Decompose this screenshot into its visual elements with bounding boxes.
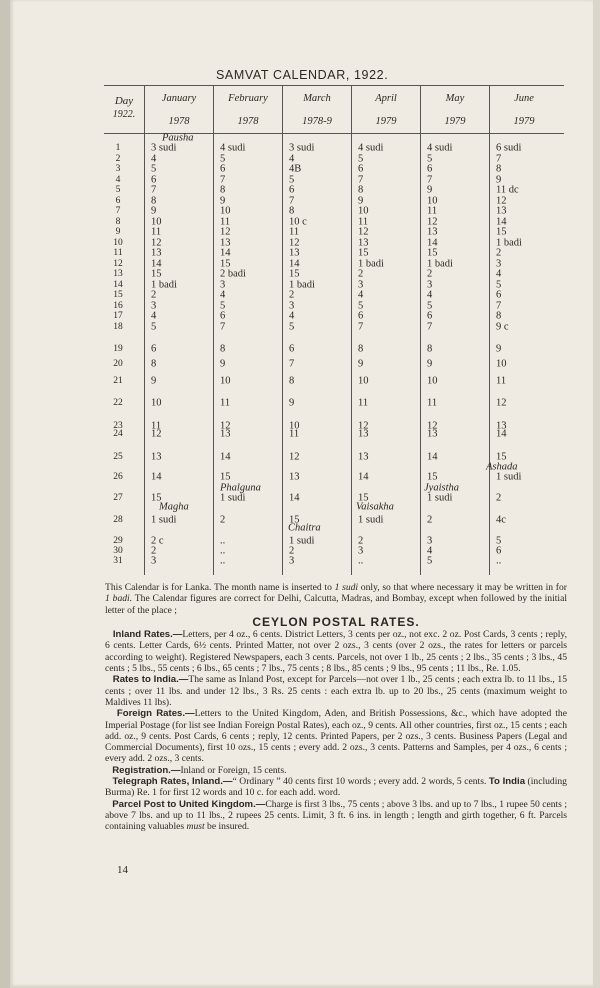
tithi-cell: 9 [496, 174, 502, 185]
telegraph-india-heading: To India [488, 776, 526, 788]
tithi-cell: 15 [358, 247, 369, 259]
tithi-cell: 6 [358, 163, 364, 175]
tithi-cell: 4 [151, 310, 157, 322]
tithi-cell: 2 badi [220, 268, 246, 280]
telegraph-paragraph [105, 776, 567, 799]
tithi-cell: 8 [496, 310, 502, 322]
tithi-cell: 8 [496, 163, 502, 175]
tithi-cell: .. [220, 545, 226, 557]
tithi-cell: 7 [151, 184, 157, 196]
day-number: 8 [115, 216, 121, 227]
month-header-june: June [514, 93, 534, 104]
tithi-cell: 1 badi [289, 279, 315, 290]
tithi-cell: 10 [358, 375, 369, 387]
tithi-cell: 2 [220, 514, 226, 526]
tithi-cell: 8 [289, 375, 295, 387]
registration-paragraph [105, 765, 567, 776]
day-number: 5 [115, 185, 121, 195]
tithi-cell: .. [358, 555, 364, 567]
samvat-year-march: 1978-9 [302, 116, 332, 127]
day-number: 14 [113, 279, 123, 290]
day-number: 23 [113, 421, 123, 431]
tithi-cell: 7 [358, 174, 364, 185]
tithi-cell: 3 [151, 300, 157, 311]
day-number: 26 [113, 472, 123, 482]
day-number: 6 [115, 195, 121, 206]
tithi-cell: 15 [427, 471, 438, 483]
tithi-cell: 10 [427, 195, 438, 206]
telegraph-heading: Telegraph Rates, Inland.— [112, 776, 233, 788]
tithi-cell: 3 [496, 258, 502, 269]
tithi-cell: 12 [220, 226, 231, 238]
day-number: 2 [115, 153, 121, 164]
tithi-cell: 1 badi [427, 258, 453, 269]
tithi-cell: 4 [151, 153, 157, 164]
tithi-cell: 6 [427, 310, 433, 322]
tithi-cell: 1 sudi [289, 535, 315, 547]
tithi-cell: 8 [220, 343, 226, 355]
tithi-cell: 9 [427, 184, 433, 196]
tithi-cell: 10 c [289, 216, 307, 227]
tithi-cell: 15 [289, 268, 300, 280]
day-number: 27 [113, 493, 123, 503]
tithi-cell: 14 [151, 258, 162, 269]
year-1922-label: 1922. [112, 109, 136, 120]
india-rates-text: The same as Inland Post, except for Parcels—not over 1 lb., 25 cents ; each extra lb. to 11 lbs., 15 cents ; over 11 lbs. and under 12 lbs., 3 Rs. 25 cents : each extra lb. up to 20 lbs., 25 cents (maximum weight to Maldives 11 lbs). [105, 674, 567, 708]
tithi-cell: 14 [151, 471, 162, 483]
foreign-rates-text: Letters to the United Kingdom, Aden, and British Possessions, &c., which have adopted the Imperial Postage (for list see Indian Foreign Postal Rates), each oz., 9 cents. All other countries, first oz., 15 cents ; each add. oz., 9 cents. Post Cards, 6 cents ; reply, 12 cents. Printed Papers, per 2 ozs., 3 cents. Business Papers (Legal and Commercial Documents), first 10 ozs., 15 cents ; every add. 2 ozs., 3 cents. Patterns and Samples, per 4 ozs., 6 cents ; every add. 2 ozs., 3 cents. [105, 708, 567, 765]
tithi-cell: 7 [496, 300, 502, 311]
tithi-cell: 10 [289, 420, 300, 432]
day-number: 15 [113, 290, 123, 300]
parcel-post-end: be insured. [204, 821, 250, 833]
month-header-may: May [445, 93, 465, 104]
tithi-cell: 12 [151, 237, 162, 248]
tithi-cell: 11 [427, 205, 438, 217]
tithi-cell: 15 [358, 492, 369, 504]
tithi-cell: 12 [358, 226, 369, 238]
tithi-cell: 7 [427, 321, 433, 332]
tithi-cell: 5 [427, 300, 433, 311]
day-column-label: Day [114, 95, 134, 107]
tithi-cell: 6 sudi [496, 142, 522, 154]
parcel-post-paragraph [105, 799, 567, 833]
column-rule [420, 85, 421, 575]
tithi-cell: 5 [220, 153, 226, 164]
tithi-cell: 6 [220, 163, 226, 175]
tithi-cell: 13 [496, 420, 507, 432]
samvat-year-june: 1979 [513, 116, 535, 127]
samvat-year-april: 1979 [375, 116, 397, 127]
tithi-cell: 1 sudi [358, 514, 384, 526]
tithi-cell: 5 [151, 163, 157, 175]
tithi-cell: 1 badi [496, 237, 522, 248]
page-number: 14 [117, 864, 128, 876]
inland-rates-heading: Inland Rates.— [112, 629, 183, 641]
tithi-cell: 2 [358, 268, 364, 280]
tithi-cell: 7 [427, 174, 433, 185]
tithi-cell: 6 [151, 174, 157, 185]
india-rates-paragraph [105, 674, 567, 708]
parcel-post-text: Charge is first 3 lbs., 75 cents ; above 3 lbs. and up to 7 lbs., 1 rupee 50 cents ; above 7 lbs. and up to 11 lbs., 2 rupees 25 cents. Limit, 3 ft. 6 ins. in length ; length and girth together, 6 ft. Parcels containing valuables [105, 798, 567, 833]
tithi-cell: 4B [289, 163, 302, 175]
tithi-cell: 13 [358, 428, 369, 440]
tithi-cell: 11 dc [496, 184, 519, 196]
tithi-cell: 2 [358, 535, 364, 547]
tithi-cell: 5 [289, 321, 295, 332]
tithi-cell: 3 [151, 555, 157, 567]
tithi-cell: 8 [358, 343, 364, 355]
tithi-cell: 6 [496, 289, 502, 301]
tithi-cell: 1 badi [151, 279, 177, 290]
tithi-cell: 1 badi [358, 258, 384, 269]
tithi-cell: 2 [151, 545, 157, 557]
tithi-cell: 5 [220, 300, 226, 311]
tithi-cell: 3 [358, 279, 364, 290]
inland-rates-paragraph [105, 629, 567, 674]
table-top-rule [104, 85, 564, 86]
tithi-cell: 6 [496, 545, 502, 557]
month-name-jyaistha: Jyaistha [424, 482, 459, 494]
tithi-cell: 5 [358, 300, 364, 311]
day-number: 4 [115, 174, 121, 185]
tithi-cell: 13 [358, 237, 369, 248]
tithi-cell: 12 [496, 397, 507, 409]
month-header-march: March [303, 93, 331, 104]
telegraph-text: “ Ordinary ” 40 cents first 10 words ; every add. 2 words, 5 cents. [232, 776, 487, 788]
tithi-cell: 8 [289, 205, 295, 217]
tithi-cell: 14 [496, 216, 507, 227]
month-header-february: February [228, 93, 268, 104]
parcel-post-heading: Parcel Post to United Kingdom.— [112, 798, 266, 810]
tithi-cell: 13 [151, 451, 162, 463]
tithi-cell: 7 [496, 153, 502, 164]
tithi-cell: 15 [289, 514, 300, 526]
tithi-cell: 1 sudi [151, 514, 177, 526]
tithi-cell: 14 [427, 451, 438, 463]
tithi-cell: 11 [358, 216, 369, 227]
parcel-post-must: must [186, 821, 205, 833]
day-number: 22 [113, 398, 123, 408]
tithi-cell: 2 [289, 545, 295, 557]
inland-rates-text: Letters, per 4 oz., 6 cents. District Letters, 3 cents per oz., not exc. 2 oz. Post Cards, 3 cents ; reply, 6 cents. Letter Cards, 6½ cents. Printed Matter, not over 2 ozs., 3 cents (over 2 ozs., the rates for letters or parcels according to weight). Registered Newspapers, each 3 cents. Parcels, not over 1 lb., 25 cents ; 2 lbs., 35 cents ; 3 lbs., 45 cents ; 5 lbs., 55 cents ; 6 lbs., 65 cents ; 7 lbs., 75 cents ; 8 lbs., 85 cents ; 9 lbs., 95 cents ; 11 lbs., Re. 1.05. [105, 629, 567, 675]
tithi-cell: 14 [427, 237, 438, 248]
column-rule [144, 85, 145, 575]
tithi-cell: 13 [289, 247, 300, 259]
tithi-cell: 10 [220, 375, 231, 387]
tithi-cell: 8 [220, 184, 226, 196]
column-rule [351, 85, 352, 575]
day-number: 9 [115, 227, 121, 237]
tithi-cell: 4 [289, 153, 295, 164]
tithi-cell: 1 sudi [220, 492, 246, 504]
day-number: 31 [113, 556, 123, 566]
tithi-cell: 10 [151, 216, 162, 227]
tithi-cell: 11 [358, 397, 369, 409]
samvat-year-may: 1979 [444, 116, 466, 127]
tithi-cell: 12 [496, 195, 507, 206]
tithi-cell: 14 [289, 258, 300, 269]
tithi-cell: 12 [289, 451, 300, 463]
tithi-cell: 2 [427, 514, 433, 526]
tithi-cell: 2 [496, 247, 502, 259]
month-name-vaisakha: Vaisakha [356, 501, 394, 513]
tithi-cell: 9 c [496, 321, 509, 332]
tithi-cell: 6 [151, 343, 157, 355]
tithi-cell: 5 [427, 153, 433, 164]
tithi-cell: 4 sudi [427, 142, 453, 154]
tithi-cell: 4 [289, 310, 295, 322]
tithi-cell: 4 [496, 268, 502, 280]
registration-text: Inland or Foreign, 15 cents. [180, 764, 287, 776]
tithi-cell: 13 [427, 226, 438, 238]
tithi-cell: 11 [151, 420, 162, 432]
page-title: SAMVAT CALENDAR, 1922. [216, 68, 389, 82]
india-rates-heading: Rates to India.— [112, 674, 189, 686]
tithi-cell: 2 [496, 492, 502, 504]
tithi-cell: 13 [358, 451, 369, 463]
day-number: 25 [113, 452, 123, 462]
day-number: 29 [113, 536, 123, 546]
tithi-cell: 13 [496, 205, 507, 217]
tithi-cell: .. [220, 555, 226, 567]
tithi-cell: 7 [289, 358, 295, 370]
tithi-cell: 1 sudi [427, 492, 453, 504]
tithi-cell: 3 [427, 535, 433, 547]
tithi-cell: 8 [151, 358, 157, 370]
day-number: 1 [115, 143, 121, 153]
tithi-cell: 13 [151, 247, 162, 259]
tithi-cell: 13 [220, 428, 231, 440]
tithi-cell: 4c [496, 514, 506, 526]
month-header-april: April [375, 93, 397, 104]
calendar-note-text: The Calendar figures are correct for Delhi, Calcutta, Madras, and Bombay, except when followed by the initial letter of the place ; [105, 593, 567, 616]
tithi-cell: 15 [496, 451, 507, 463]
tithi-cell: 7 [220, 321, 226, 332]
foreign-rates-paragraph [105, 708, 567, 764]
tithi-cell: 8 [427, 343, 433, 355]
tithi-cell: 8 [151, 195, 157, 206]
tithi-cell: 11 [220, 397, 231, 409]
tithi-cell: 10 [427, 375, 438, 387]
tithi-cell: 14 [496, 428, 507, 440]
tithi-cell: 12 [427, 420, 438, 432]
tithi-cell: 12 [151, 428, 162, 440]
day-number: 30 [113, 546, 123, 556]
tithi-cell: 2 c [151, 535, 164, 547]
day-number: 13 [113, 269, 123, 279]
tithi-cell: 10 [496, 358, 507, 370]
tithi-cell: 8 [358, 184, 364, 196]
tithi-cell: 11 [496, 375, 507, 387]
day-number: 18 [113, 321, 123, 332]
tithi-cell: 5 [427, 555, 433, 567]
tithi-cell: 13 [220, 237, 231, 248]
tithi-cell: 12 [289, 237, 300, 248]
tithi-cell: 5 [496, 535, 502, 547]
tithi-cell: 2 [289, 289, 295, 301]
tithi-cell: 4 sudi [358, 142, 384, 154]
tithi-cell: 2 [427, 268, 433, 280]
tithi-cell: 6 [427, 163, 433, 175]
tithi-cell: 15 [427, 247, 438, 259]
tithi-cell: 9 [358, 358, 364, 370]
tithi-cell: 9 [358, 195, 364, 206]
postal-rates-heading: CEYLON POSTAL RATES. [252, 614, 420, 629]
column-rule [489, 85, 490, 575]
tithi-cell: 11 [220, 216, 231, 227]
tithi-cell: .. [220, 535, 226, 547]
day-number: 11 [113, 248, 123, 258]
tithi-cell: 9 [427, 358, 433, 370]
tithi-cell: 15 [151, 492, 162, 504]
day-number: 19 [113, 344, 123, 354]
tithi-cell: 14 [220, 451, 231, 463]
tithi-cell: 12 [220, 420, 231, 432]
tithi-cell: 13 [427, 428, 438, 440]
tithi-cell: 1 sudi [496, 471, 522, 483]
tithi-cell: 7 [220, 174, 226, 185]
calendar-note-sudi: 1 sudi [334, 582, 359, 593]
tithi-cell: 5 [496, 279, 502, 290]
tithi-cell: 10 [358, 205, 369, 217]
month-name-magha: Magha [159, 501, 189, 513]
tithi-cell: 13 [289, 471, 300, 483]
tithi-cell: 6 [289, 184, 295, 196]
calendar-note-text: only, so that where necessary it may be written in for [358, 582, 567, 593]
month-name-ashada: Ashada [486, 461, 518, 473]
samvat-calendar-table [104, 85, 564, 575]
tithi-cell: 3 [427, 279, 433, 290]
day-number: 10 [113, 237, 123, 248]
tithi-cell: 3 sudi [289, 142, 315, 154]
month-name-pausha: Pausha [162, 132, 194, 144]
tithi-cell: 6 [220, 310, 226, 322]
tithi-cell: 11 [151, 226, 162, 238]
samvat-year-february: 1978 [237, 116, 259, 127]
tithi-cell: 3 sudi [151, 142, 177, 154]
tithi-cell: 6 [289, 343, 295, 355]
tithi-cell: 11 [289, 428, 300, 440]
tithi-cell: 11 [289, 226, 300, 238]
tithi-cell: 4 [358, 289, 364, 301]
day-number: 12 [113, 258, 123, 269]
tithi-cell: 9 [151, 205, 157, 217]
tithi-cell: 3 [289, 300, 295, 311]
tithi-cell: 9 [220, 195, 226, 206]
telegraph-india-text: (including Burma) Re. 1 for first 12 words and 10 c. for each add. word. [105, 776, 567, 799]
tithi-cell: 12 [358, 420, 369, 432]
tithi-cell: 5 [151, 321, 157, 332]
calendar-note-text: This Calendar is for Lanka. The month name is inserted to [105, 582, 335, 593]
day-number: 28 [113, 515, 123, 525]
tithi-cell: 9 [496, 343, 502, 355]
month-name-phalguna: Phalguna [220, 482, 261, 494]
tithi-cell: 4 [220, 289, 226, 301]
tithi-cell: 2 [151, 289, 157, 301]
column-rule [213, 85, 214, 575]
tithi-cell: 15 [220, 471, 231, 483]
tithi-cell: 15 [151, 268, 162, 280]
tithi-cell: 10 [220, 205, 231, 217]
month-name-chaitra: Chaitra [288, 522, 321, 534]
calendar-note [105, 582, 567, 616]
tithi-cell: 9 [289, 397, 295, 409]
calendar-note-badi: 1 badi. [105, 593, 133, 605]
tithi-cell: 7 [289, 195, 295, 206]
tithi-cell: 5 [358, 153, 364, 164]
tithi-cell: 9 [151, 375, 157, 387]
notes-section [105, 582, 567, 833]
tithi-cell: 14 [220, 247, 231, 259]
month-header-january: January [161, 93, 197, 104]
tithi-cell: 3 [220, 279, 226, 290]
tithi-cell: 15 [496, 226, 507, 238]
tithi-cell: 4 sudi [220, 142, 246, 154]
tithi-cell: 11 [427, 397, 438, 409]
samvat-year-january: 1978 [168, 116, 190, 127]
tithi-cell: 5 [289, 174, 295, 185]
column-rule [282, 85, 283, 575]
day-number: 7 [115, 206, 121, 216]
tithi-cell: .. [496, 555, 502, 567]
tithi-cell: 4 [427, 289, 433, 301]
registration-heading: Registration.— [112, 764, 181, 776]
tithi-cell: 10 [151, 397, 162, 409]
tithi-cell: 3 [358, 545, 364, 557]
day-number: 20 [113, 359, 123, 369]
day-number: 16 [113, 300, 123, 311]
book-spine [0, 0, 10, 988]
day-number: 3 [115, 164, 121, 174]
tithi-cell: 9 [220, 358, 226, 370]
tithi-cell: 15 [220, 258, 231, 269]
tithi-cell: 3 [289, 555, 295, 567]
day-number: 21 [113, 376, 123, 386]
tithi-cell: 4 [427, 545, 433, 557]
tithi-cell: 14 [358, 471, 369, 483]
tithi-cell: 6 [358, 310, 364, 322]
tithi-cell: 14 [289, 492, 300, 504]
tithi-cell: 7 [358, 321, 364, 332]
tithi-cell: 12 [427, 216, 438, 227]
day-number: 24 [113, 429, 123, 439]
foreign-rates-heading: Foreign Rates.— [116, 708, 195, 720]
day-number: 17 [113, 311, 123, 321]
